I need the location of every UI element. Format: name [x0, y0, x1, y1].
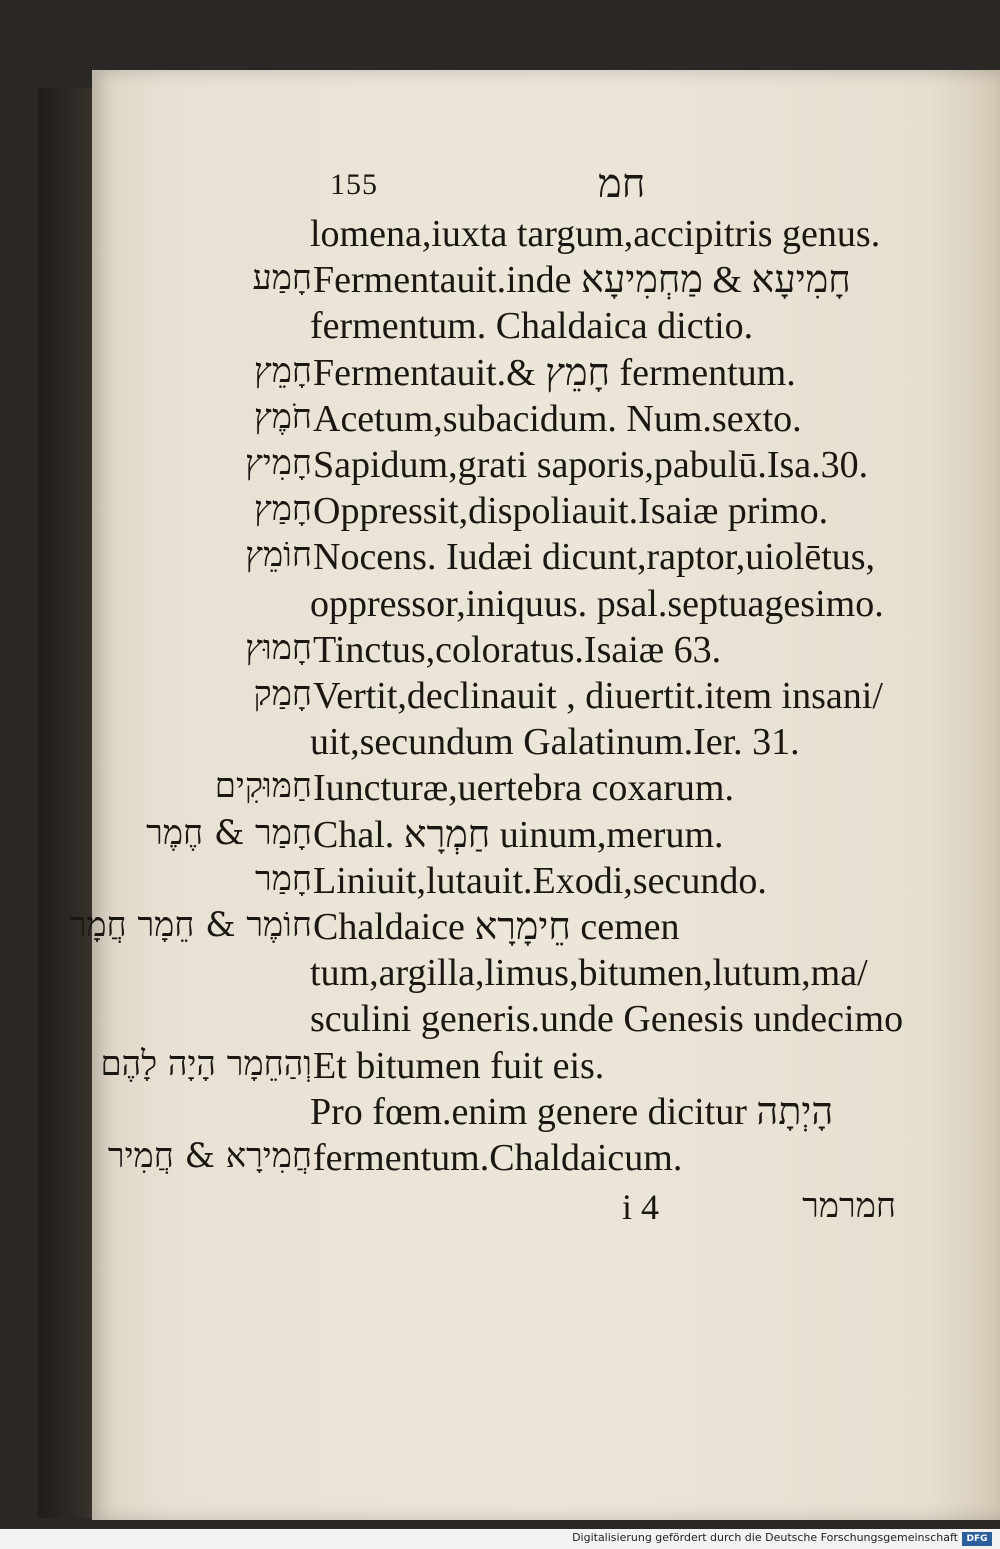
latin-gloss: Liniuit,lutauit.Exodi,secundo.: [313, 860, 767, 902]
latin-gloss: Iuncturæ,uertebra coxarum.: [313, 767, 734, 809]
entry-line: [0, 720, 1000, 766]
entry-line: [0, 304, 1000, 350]
hebrew-headword: חָמַע: [252, 258, 312, 298]
latin-gloss: Oppressit,dispoliauit.Isaiæ primo.: [313, 490, 829, 532]
latin-gloss: Sapidum,grati saporis,pabulū.Isa.30.: [313, 444, 869, 486]
entry-line: [0, 859, 1000, 905]
hebrew-headword: חָמֵץ: [254, 351, 312, 391]
latin-gloss: Tinctus,coloratus.Isaiæ 63.: [313, 629, 722, 671]
latin-gloss: oppressor,iniquus. psal.septuagesimo.: [310, 583, 884, 625]
entry-line: [0, 258, 1000, 304]
latin-gloss: sculini generis.unde Genesis undecimo: [310, 998, 904, 1040]
hebrew-headword: חָמַר: [255, 859, 312, 899]
entry-line: [0, 582, 1000, 628]
page-header: [330, 160, 660, 210]
page-footer: [0, 1186, 1000, 1236]
page-number: 155: [330, 168, 378, 201]
entry-line: [0, 905, 1000, 951]
latin-gloss: Nocens. Iudæi dicunt,raptor,uiolētus,: [313, 536, 876, 578]
hebrew-headword: וְהַחֵמָר הָיָה לָהֶם: [100, 1044, 312, 1084]
hebrew-headword: חָמִיץ: [245, 443, 312, 483]
entry-line: [0, 351, 1000, 397]
entry-line: [0, 674, 1000, 720]
latin-gloss: Chal. חַמְרָא uinum,merum.: [313, 814, 724, 856]
hebrew-headword: חַמּוּקִים: [214, 766, 312, 806]
entry-line: [0, 628, 1000, 674]
latin-gloss: tum,argilla,limus,bitumen,lutum,ma/: [310, 952, 868, 994]
hebrew-headword: חָמַץ: [254, 489, 312, 529]
latin-gloss: Et bitumen fuit eis.: [313, 1045, 605, 1087]
entry-line: [0, 813, 1000, 859]
entry-line: [0, 443, 1000, 489]
credit-text: Digitalisierung gefördert durch die Deutsche Forschungsgemeinschaft: [572, 1531, 958, 1544]
hebrew-headword: חוֹמֵץ: [245, 535, 312, 575]
entry-line: [0, 535, 1000, 581]
signature-mark: i 4: [622, 1187, 660, 1227]
latin-gloss: Acetum,subacidum. Num.sexto.: [313, 398, 802, 440]
latin-gloss: fermentum.Chaldaicum.: [313, 1137, 683, 1179]
latin-gloss: Chaldaice חֵימָרָא cemen: [313, 906, 680, 948]
hebrew-headword: חֹמֶץ: [254, 397, 312, 437]
dfg-logo: DFG: [962, 1532, 992, 1546]
latin-gloss: fermentum. Chaldaica dictio.: [310, 305, 754, 347]
latin-gloss: lomena,iuxta targum,accipitris genus.: [310, 213, 881, 255]
latin-gloss: Pro fœm.enim genere dicitur הָיְתָה: [310, 1091, 834, 1133]
entry-line: [0, 397, 1000, 443]
entry-line: [0, 212, 1000, 258]
latin-gloss: Fermentauit.& חָמֵץ fermentum.: [313, 352, 796, 394]
running-head: חמ: [598, 161, 646, 207]
entry-line: [0, 766, 1000, 812]
entry-line: [0, 1044, 1000, 1090]
hebrew-headword: חָמַר & חֶמֶר: [146, 813, 312, 853]
catchword: חמרמר: [802, 1186, 896, 1226]
entry-line: [0, 997, 1000, 1043]
hebrew-headword: חֲמִירָא & חֲמִיר: [107, 1136, 312, 1176]
entry-line: [0, 1090, 1000, 1136]
latin-gloss: Vertit,declinauit , diuertit.item insani/: [313, 675, 883, 717]
credit-bar: [0, 1529, 1000, 1549]
hebrew-headword: חָמַק: [253, 674, 312, 714]
entry-line: [0, 489, 1000, 535]
hebrew-headword: חוֹמֶר & חֵמָר חֲמָר: [69, 905, 312, 945]
hebrew-headword: חָמוּץ: [245, 628, 312, 668]
entry-line: [0, 951, 1000, 997]
latin-gloss: Fermentauit.inde חָמִיעָא & מַחְמִיעָא: [313, 259, 851, 301]
latin-gloss: uit,secundum Galatinum.Ier. 31.: [310, 721, 800, 763]
entry-line: [0, 1136, 1000, 1182]
